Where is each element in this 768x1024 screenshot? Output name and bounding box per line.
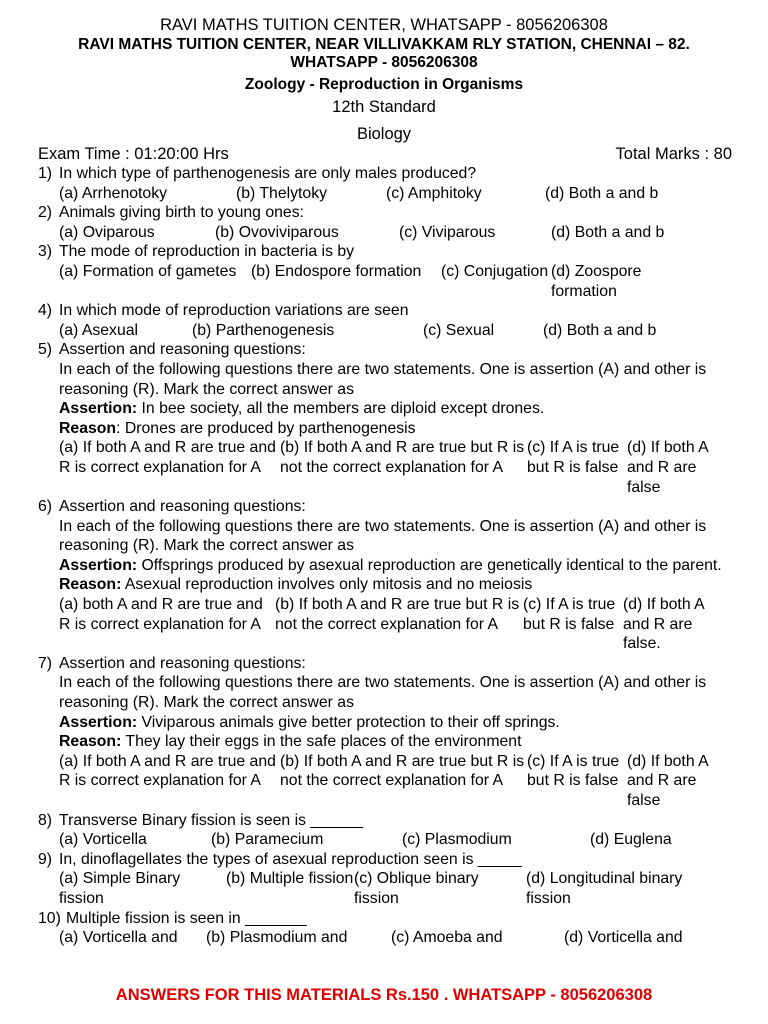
option-a: (a) If both A and R are true and R is correct explanation for A xyxy=(59,439,276,476)
option-d: (d) Euglena xyxy=(590,831,672,849)
option-a: (a) Arrhenotoky xyxy=(59,184,167,202)
option-d: (d) If both A and R are false xyxy=(627,752,708,809)
reason xyxy=(59,575,738,595)
option-a: (a) Vorticella xyxy=(59,831,147,849)
question-list xyxy=(38,164,738,948)
option-a: (a) both A and R are true and R is correct explanation for A xyxy=(59,596,263,633)
question-6 xyxy=(38,497,738,654)
header-line-2: RAVI MATHS TUITION CENTER, NEAR VILLIVAKKAM RLY STATION, CHENNAI – 82. xyxy=(78,36,690,53)
question-stem: Animals giving birth to young ones: xyxy=(59,204,304,222)
option-a: (a) Simple Binary fission xyxy=(59,870,181,907)
option-c: (c) If A is true but R is false xyxy=(527,439,620,476)
option-a: (a) Vorticella and xyxy=(59,929,178,947)
question-5 xyxy=(38,340,738,497)
question-number: 6) xyxy=(38,498,53,516)
option-d: (d) Longitudinal binary fission xyxy=(526,870,683,907)
question-intro: In each of the following questions there are two statements. One is assertion (A) and other is reasoning (R). Mark the correct answer as xyxy=(59,517,707,555)
option-c: (c) If A is true but R is false xyxy=(523,596,616,633)
header-line-3: WHATSAPP - 8056206308 xyxy=(290,54,478,71)
reason-label: Reason: xyxy=(59,576,122,594)
option-b: (b) Plasmodium and xyxy=(206,929,348,947)
question-intro: In each of the following questions there are two statements. One is assertion (A) and other is reasoning (R). Mark the correct answer as xyxy=(59,674,707,712)
option-c: (c) Amoeba and xyxy=(391,929,503,947)
assertion xyxy=(59,713,738,733)
option-b: (b) Parthenogenesis xyxy=(192,321,335,339)
options-row xyxy=(59,184,738,204)
reason-label: Reason xyxy=(59,419,117,437)
assertion-label: Assertion: xyxy=(59,713,138,731)
option-b: (b) If both A and R are true but R is not the correct explanation for A xyxy=(280,439,525,476)
exam-time: Exam Time : 01:20:00 Hrs xyxy=(38,145,229,163)
option-a: (a) Formation of gametes xyxy=(59,262,237,280)
assertion-text: Offsprings produced by asexual reproduction are genetically identical to the parent. xyxy=(137,556,722,574)
options-row xyxy=(59,595,738,654)
option-d: (d) Both a and b xyxy=(543,321,657,339)
question-number: 5) xyxy=(38,341,53,359)
question-number: 9) xyxy=(38,850,53,868)
option-c: (c) Sexual xyxy=(423,321,495,339)
option-c: (c) If A is true but R is false xyxy=(527,752,620,790)
option-c: (c) Amphitoky xyxy=(386,184,482,202)
assertion-label: Assertion: xyxy=(59,556,138,574)
option-c: (c) Conjugation xyxy=(441,262,549,280)
option-b: (b) Ovoviviparous xyxy=(215,223,339,241)
option-d: (d) Zoospore formation xyxy=(551,262,642,300)
option-a: (a) Oviparous xyxy=(59,223,155,241)
question-number: 8) xyxy=(38,811,53,829)
question-stem: In which type of parthenogenesis are only males produced? xyxy=(59,165,477,182)
reason-text: They lay their eggs in the safe places of the environment xyxy=(121,733,522,751)
assertion-text: In bee society, all the members are diploid except drones. xyxy=(137,400,545,418)
option-d: (d) Both a and b xyxy=(545,184,659,202)
question-9 xyxy=(38,850,738,909)
options-row xyxy=(59,321,738,341)
question-7 xyxy=(38,654,738,811)
option-d: (d) Both a and b xyxy=(551,223,665,241)
question-number: 2) xyxy=(38,204,53,222)
question-stem: Assertion and reasoning questions: xyxy=(59,498,306,516)
options-row xyxy=(59,928,738,948)
total-marks: Total Marks : 80 xyxy=(615,145,732,163)
option-c: (c) Viviparous xyxy=(399,223,496,241)
question-stem: Transverse Binary fission is seen is ______ xyxy=(59,811,364,829)
document-title: Zoology - Reproduction in Organisms xyxy=(244,76,524,93)
reason-text: Asexual reproduction involves only mitosis and no meiosis xyxy=(121,576,533,594)
question-number: 1) xyxy=(38,165,53,182)
assertion xyxy=(59,556,738,576)
options-row xyxy=(59,262,738,301)
reason xyxy=(59,419,738,439)
options-row xyxy=(59,830,738,850)
reason-label: Reason: xyxy=(59,733,122,751)
question-3 xyxy=(38,242,738,301)
options-row xyxy=(59,223,738,243)
question-1 xyxy=(38,164,738,203)
question-stem: In, dinoflagellates the types of asexual reproduction seen is _____ xyxy=(59,850,522,868)
option-a: (a) If both A and R are true and R is correct explanation for A xyxy=(59,752,276,790)
options-row xyxy=(59,869,738,908)
question-2 xyxy=(38,203,738,242)
option-d: (d) If both A and R are false. xyxy=(623,596,704,653)
question-intro: In each of the following questions there are two statements. One is assertion (A) and other is reasoning (R). Mark the correct answer as xyxy=(59,360,707,398)
option-b: (b) If both A and R are true but R is not the correct explanation for A xyxy=(280,752,525,790)
question-stem: Assertion and reasoning questions: xyxy=(59,341,306,359)
options-row xyxy=(59,752,738,811)
question-8 xyxy=(38,811,738,850)
question-number: 10) xyxy=(38,909,61,927)
question-4 xyxy=(38,301,738,340)
question-stem: Multiple fission is seen in _______ xyxy=(66,909,307,927)
reason-text: : Drones are produced by parthenogenesis xyxy=(116,419,416,437)
answers-footer: ANSWERS FOR THIS MATERIALS Rs.150 . WHATSAPP - 8056206308 xyxy=(115,986,653,1004)
assertion-label: Assertion: xyxy=(59,400,138,418)
options-row xyxy=(59,438,738,497)
standard-label: 12th Standard xyxy=(332,98,436,116)
question-number: 4) xyxy=(38,302,53,320)
question-stem: The mode of reproduction in bacteria is by xyxy=(59,243,355,261)
option-c: (c) Plasmodium xyxy=(402,831,512,849)
assertion xyxy=(59,399,738,419)
reason xyxy=(59,732,738,752)
option-d: (d) If both A and R are false xyxy=(627,439,708,496)
option-b: (b) Endospore formation xyxy=(251,262,422,280)
question-number: 3) xyxy=(38,243,53,261)
option-b: (b) Thelytoky xyxy=(236,184,328,202)
option-b: (b) If both A and R are true but R is not the correct explanation for A xyxy=(275,596,520,633)
option-b: (b) Multiple fission xyxy=(226,870,354,888)
option-b: (b) Paramecium xyxy=(211,831,324,849)
assertion-text: Viviparous animals give better protection to their off springs. xyxy=(137,713,560,731)
question-stem: In which mode of reproduction variations are seen xyxy=(59,302,409,320)
subject-label: Biology xyxy=(356,125,412,143)
option-d: (d) Vorticella and xyxy=(564,929,683,947)
question-number: 7) xyxy=(38,654,53,672)
question-10 xyxy=(38,909,738,948)
header-line-1: RAVI MATHS TUITION CENTER, WHATSAPP - 8056206308 xyxy=(160,16,608,34)
option-a: (a) Asexual xyxy=(59,321,139,339)
option-c: (c) Oblique binary fission xyxy=(354,870,479,907)
question-stem: Assertion and reasoning questions: xyxy=(59,654,306,672)
